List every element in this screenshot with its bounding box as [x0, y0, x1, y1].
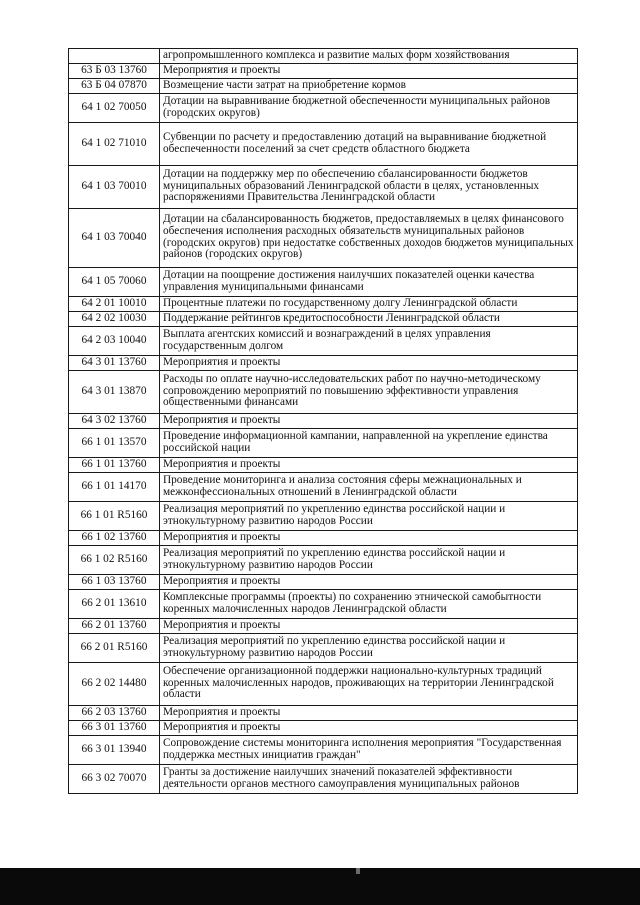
row-description: Проведение информационной кампании, направленной на укрепление единства российской нации — [160, 428, 578, 457]
row-description: Реализация мероприятий по укреплению единства российской нации и этнокультурному развитию народов России — [160, 545, 578, 574]
row-description: Комплексные программы (проекты) по сохранению этнической самобытности коренных малочисленных народов Ленинградской области — [160, 589, 578, 618]
row-description: Мероприятия и проекты — [160, 618, 578, 633]
table-row — [69, 122, 578, 165]
row-description: Мероприятия и проекты — [160, 355, 578, 370]
table-row — [69, 735, 578, 764]
row-description: Расходы по оплате научно-исследовательских работ по научно-методическому сопровождению мероприятий по повышению эффективности управления общественными финансами — [160, 370, 578, 413]
row-code: 66 2 01 13610 — [69, 589, 160, 618]
row-code: 64 1 03 70040 — [69, 208, 160, 267]
table-row — [69, 472, 578, 501]
row-description: Обеспечение организационной поддержки национально-культурных традиций коренных малочисленных народов, проживающих на территории Ленинградской области — [160, 662, 578, 705]
scan-border-strip — [0, 868, 640, 905]
row-code: 64 1 02 70050 — [69, 93, 160, 122]
table-row — [69, 764, 578, 793]
table-row — [69, 618, 578, 633]
row-description: Мероприятия и проекты — [160, 457, 578, 472]
table-row — [69, 49, 578, 64]
row-code: 66 1 02 R5160 — [69, 545, 160, 574]
row-code: 64 3 01 13760 — [69, 355, 160, 370]
row-description: Процентные платежи по государственному долгу Ленинградской области — [160, 296, 578, 311]
row-description: Возмещение части затрат на приобретение кормов — [160, 78, 578, 93]
scan-artifact — [356, 868, 360, 874]
table-row — [69, 589, 578, 618]
table-row — [69, 93, 578, 122]
row-code: 66 2 01 R5160 — [69, 633, 160, 662]
table-row — [69, 705, 578, 720]
row-description: Дотации на поддержку мер по обеспечению сбалансированности бюджетов муниципальных образований Ленинградской области в целях, установленных распоряжениями Правительства Ленинградской области — [160, 165, 578, 208]
table-row — [69, 296, 578, 311]
row-description: Гранты за достижение наилучших значений показателей эффективности деятельности органов местного самоуправления муниципальных районов — [160, 764, 578, 793]
row-code: 66 2 01 13760 — [69, 618, 160, 633]
table-row — [69, 326, 578, 355]
row-code: 66 1 02 13760 — [69, 530, 160, 545]
table-row — [69, 457, 578, 472]
row-description: Мероприятия и проекты — [160, 64, 578, 79]
row-description: Мероприятия и проекты — [160, 705, 578, 720]
table-row — [69, 428, 578, 457]
row-code: 64 1 03 70010 — [69, 165, 160, 208]
row-code: 64 1 02 71010 — [69, 122, 160, 165]
table-row — [69, 633, 578, 662]
row-description: Выплата агентских комиссий и вознаграждений в целях управления государственным долгом — [160, 326, 578, 355]
table-row — [69, 267, 578, 296]
row-code: 66 3 01 13940 — [69, 735, 160, 764]
row-description: Мероприятия и проекты — [160, 720, 578, 735]
row-description: Дотации на выравнивание бюджетной обеспеченности муниципальных районов (городских округов) — [160, 93, 578, 122]
table-body — [69, 49, 578, 794]
row-description: Дотации на поощрение достижения наилучших показателей оценки качества управления муниципальными финансами — [160, 267, 578, 296]
table-row — [69, 413, 578, 428]
row-code: 63 Б 03 13760 — [69, 64, 160, 79]
row-code: 64 1 05 70060 — [69, 267, 160, 296]
row-code: 66 1 01 13570 — [69, 428, 160, 457]
row-code: 64 3 02 13760 — [69, 413, 160, 428]
row-description: Реализация мероприятий по укреплению единства российской нации и этнокультурному развитию народов России — [160, 501, 578, 530]
table-row — [69, 370, 578, 413]
row-description: Поддержание рейтингов кредитоспособности Ленинградской области — [160, 311, 578, 326]
row-code: 66 1 01 R5160 — [69, 501, 160, 530]
row-description: Мероприятия и проекты — [160, 413, 578, 428]
row-description: агропромышленного комплекса и развитие малых форм хозяйствования — [160, 49, 578, 64]
table-row — [69, 165, 578, 208]
row-code: 66 3 01 13760 — [69, 720, 160, 735]
row-code: 63 Б 04 07870 — [69, 78, 160, 93]
row-code: 66 3 02 70070 — [69, 764, 160, 793]
table-row — [69, 574, 578, 589]
table-row — [69, 208, 578, 267]
table-row — [69, 311, 578, 326]
row-code: 66 2 03 13760 — [69, 705, 160, 720]
table-row — [69, 64, 578, 79]
row-code: 66 2 02 14480 — [69, 662, 160, 705]
row-code: 64 2 02 10030 — [69, 311, 160, 326]
table-row — [69, 355, 578, 370]
table-row — [69, 720, 578, 735]
budget-codes-table — [68, 48, 578, 794]
row-description: Субвенции по расчету и предоставлению дотаций на выравнивание бюджетной обеспеченности поселений за счет средств областного бюджета — [160, 122, 578, 165]
row-description: Проведение мониторинга и анализа состояния сферы межнациональных и межконфессиональных отношений в Ленинградской области — [160, 472, 578, 501]
row-code: 66 1 01 14170 — [69, 472, 160, 501]
row-code: 64 3 01 13870 — [69, 370, 160, 413]
budget-codes-table-wrapper — [68, 48, 577, 794]
row-code: 66 1 01 13760 — [69, 457, 160, 472]
row-code: 64 2 03 10040 — [69, 326, 160, 355]
table-row — [69, 545, 578, 574]
table-row — [69, 501, 578, 530]
row-description: Дотации на сбалансированность бюджетов, предоставляемых в целях финансового обеспечения исполнения расходных обязательств муниципальных районов (городских округов) при недостатке собственных доходов бюджетов муниципальных районов (городских округов) — [160, 208, 578, 267]
row-code — [69, 49, 160, 64]
row-description: Мероприятия и проекты — [160, 530, 578, 545]
table-row — [69, 78, 578, 93]
row-description: Сопровождение системы мониторинга исполнения мероприятия "Государственная поддержка местных инициатив граждан" — [160, 735, 578, 764]
row-description: Мероприятия и проекты — [160, 574, 578, 589]
table-row — [69, 530, 578, 545]
row-code: 64 2 01 10010 — [69, 296, 160, 311]
row-description: Реализация мероприятий по укреплению единства российской нации и этнокультурному развитию народов России — [160, 633, 578, 662]
table-row — [69, 662, 578, 705]
row-code: 66 1 03 13760 — [69, 574, 160, 589]
